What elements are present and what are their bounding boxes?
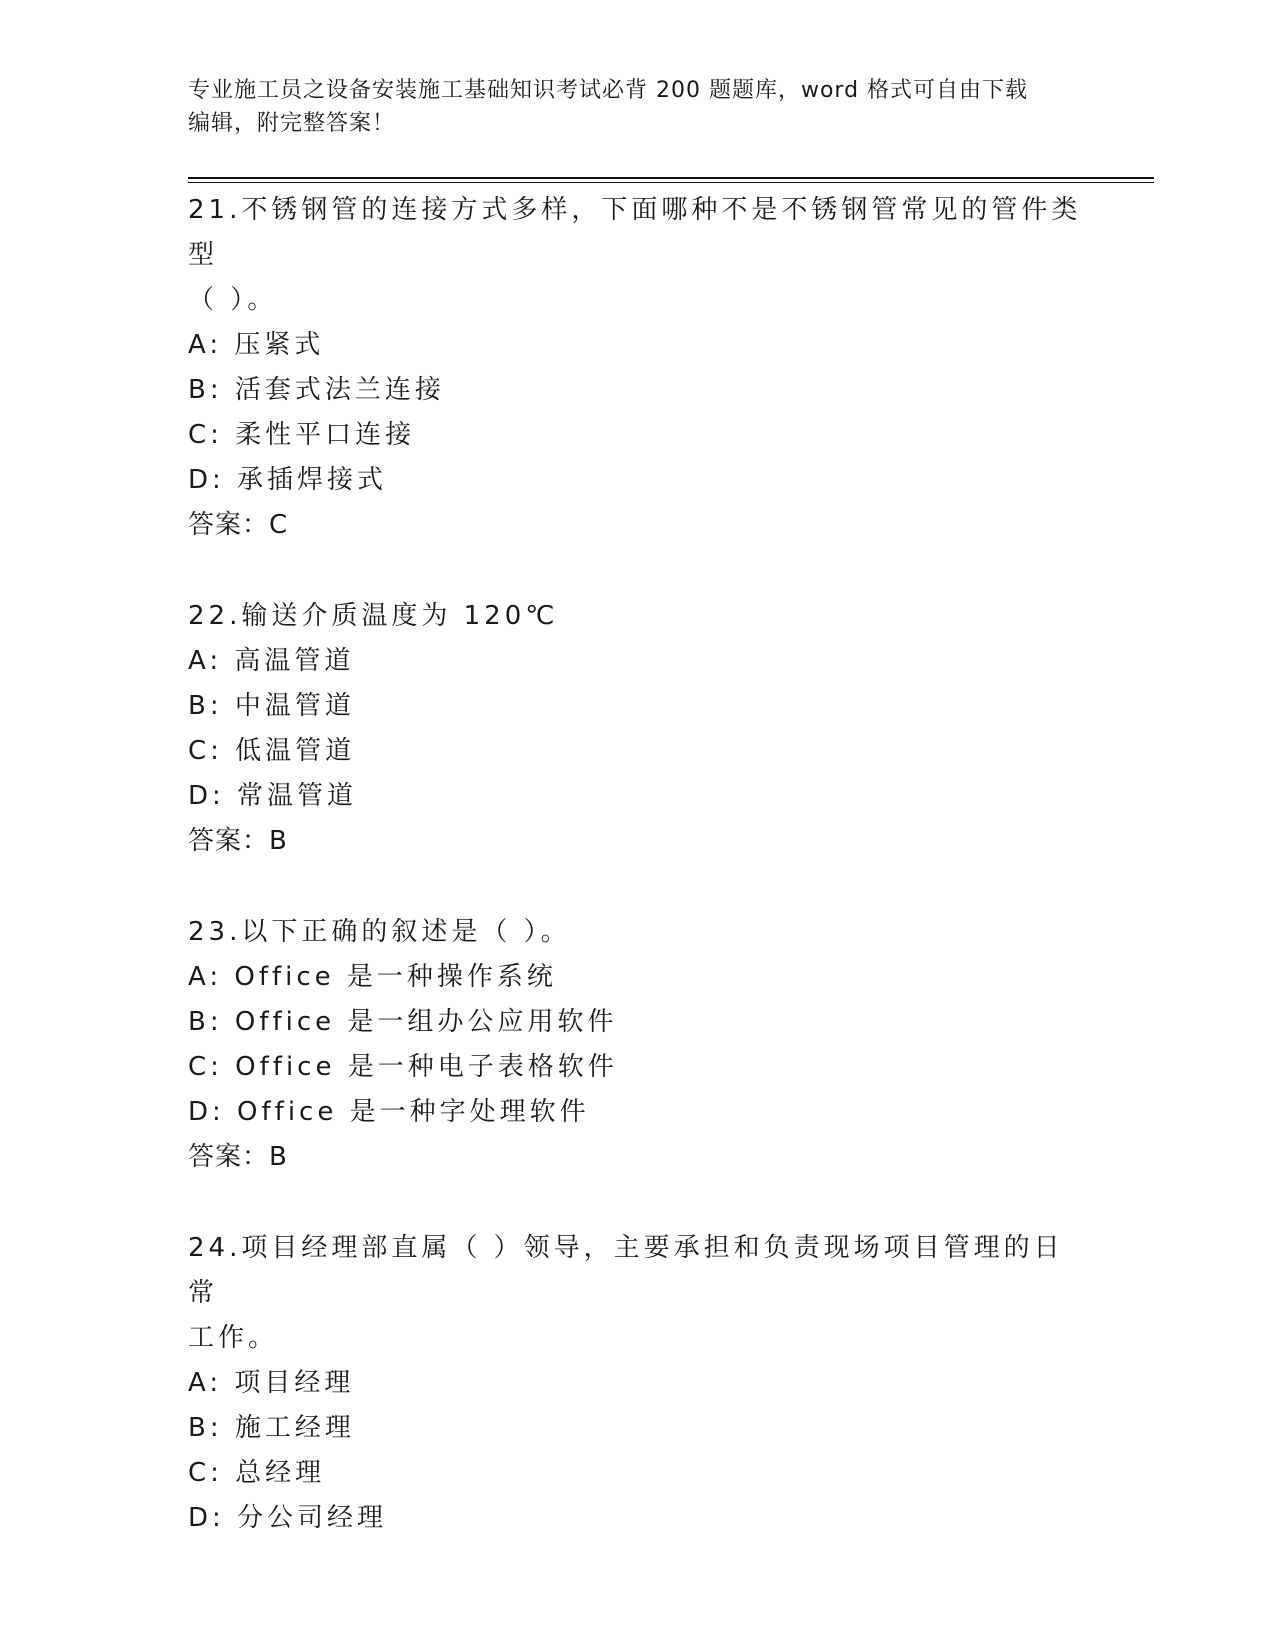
question-spacer bbox=[188, 548, 1088, 594]
option-b: B: 施工经理 bbox=[188, 1413, 355, 1443]
answer: 答案：C bbox=[188, 510, 289, 540]
answer: 答案：B bbox=[188, 826, 288, 856]
header-rule-thick bbox=[188, 177, 1154, 179]
question-list bbox=[188, 188, 1088, 1541]
question-stem: 22.输送介质温度为 120℃ bbox=[188, 601, 559, 631]
option-c: C: 总经理 bbox=[188, 1458, 326, 1488]
option-a: A: 项目经理 bbox=[188, 1368, 355, 1398]
question-stem-continued: （ ）。 bbox=[188, 285, 278, 315]
option-b: B: Office 是一组办公应用软件 bbox=[188, 1007, 618, 1037]
question-22 bbox=[188, 594, 1088, 864]
question-spacer bbox=[188, 864, 1088, 910]
option-c: C: 柔性平口连接 bbox=[188, 420, 416, 450]
header-line-1: 专业施工员之设备安装施工基础知识考试必背 200 题题库，word 格式可自由下载 bbox=[188, 78, 1029, 103]
option-b: B: 中温管道 bbox=[188, 691, 355, 721]
option-c: C: 低温管道 bbox=[188, 736, 356, 766]
question-stem: 21.不锈钢管的连接方式多样，下面哪种不是不锈钢管常见的管件类型 bbox=[188, 195, 1082, 270]
option-d: D: 承插焊接式 bbox=[188, 465, 388, 495]
question-23 bbox=[188, 910, 1088, 1180]
option-d: D: 分公司经理 bbox=[188, 1503, 388, 1533]
option-a: A: 压紧式 bbox=[188, 330, 325, 360]
header-rule-thin bbox=[188, 182, 1154, 183]
document-header bbox=[188, 74, 1088, 140]
option-c: C: Office 是一种电子表格软件 bbox=[188, 1052, 618, 1082]
question-stem: 24.项目经理部直属（ ）领导，主要承担和负责现场项目管理的日常 bbox=[188, 1233, 1064, 1308]
question-stem: 23.以下正确的叙述是（ ）。 bbox=[188, 917, 571, 947]
header-line-2: 编辑，附完整答案！ bbox=[188, 111, 396, 136]
option-b: B: 活套式法兰连接 bbox=[188, 375, 445, 405]
option-a: A: Office 是一种操作系统 bbox=[188, 962, 557, 992]
question-stem-continued: 工作。 bbox=[188, 1323, 279, 1353]
option-d: D: Office 是一种字处理软件 bbox=[188, 1097, 590, 1127]
option-a: A: 高温管道 bbox=[188, 646, 355, 676]
question-spacer bbox=[188, 1180, 1088, 1226]
question-24 bbox=[188, 1226, 1088, 1541]
question-21 bbox=[188, 188, 1088, 548]
answer: 答案：B bbox=[188, 1142, 288, 1172]
option-d: D: 常温管道 bbox=[188, 781, 358, 811]
